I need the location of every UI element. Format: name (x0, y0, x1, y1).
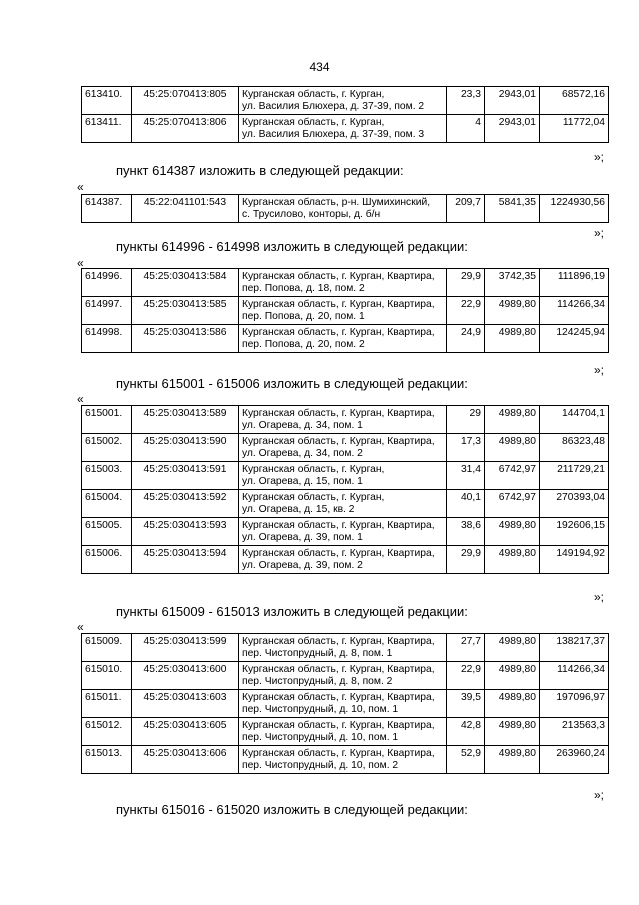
amendment-instruction: пункты 615001 - 615006 изложить в следующей редакции: (116, 376, 468, 391)
table-row (82, 87, 609, 115)
registry-table (81, 405, 609, 574)
cadastral-number: 45:25:030413:600 (132, 662, 239, 690)
table-row (82, 195, 609, 223)
total-value: 124245,94 (540, 325, 609, 353)
cadastral-number: 45:25:070413:806 (132, 115, 239, 143)
amendment-instruction: пункты 615009 - 615013 изложить в следующей редакции: (116, 604, 468, 619)
address: Курганская область, г. Курган, ул. Огарева, д. 15, пом. 1 (239, 462, 447, 490)
cadastral-number: 45:25:030413:592 (132, 490, 239, 518)
address: Курганская область, г. Курган, Квартира, пер. Чистопрудный, д. 10, пом. 2 (239, 746, 447, 774)
area: 39,5 (447, 690, 485, 718)
cadastral-number: 45:22:041101:543 (132, 195, 239, 223)
table-row (82, 115, 609, 143)
area: 29,9 (447, 269, 485, 297)
area: 24,9 (447, 325, 485, 353)
area: 209,7 (447, 195, 485, 223)
unit-price: 3742,35 (485, 269, 540, 297)
address: Курганская область, г. Курган, ул. Огарева, д. 15, кв. 2 (239, 490, 447, 518)
row-number: 615013. (82, 746, 132, 774)
address: Курганская область, г. Курган, ул. Василия Блюхера, д. 37-39, пом. 3 (239, 115, 447, 143)
row-number: 614998. (82, 325, 132, 353)
unit-price: 4989,80 (485, 325, 540, 353)
row-number: 615004. (82, 490, 132, 518)
address: Курганская область, г. Курган, Квартира, пер. Попова, д. 20, пом. 1 (239, 297, 447, 325)
row-number: 615001. (82, 406, 132, 434)
address: Курганская область, г. Курган, Квартира, пер. Попова, д. 20, пом. 2 (239, 325, 447, 353)
cadastral-number: 45:25:030413:585 (132, 297, 239, 325)
amendment-instruction: пункты 615016 - 615020 изложить в следующей редакции: (116, 802, 468, 817)
table-row (82, 462, 609, 490)
opening-quote: « (77, 180, 84, 194)
area: 38,6 (447, 518, 485, 546)
cadastral-number: 45:25:030413:594 (132, 546, 239, 574)
row-number: 613411. (82, 115, 132, 143)
area: 22,9 (447, 297, 485, 325)
area: 29 (447, 406, 485, 434)
table-row (82, 690, 609, 718)
area: 40,1 (447, 490, 485, 518)
address: Курганская область, г. Курган, Квартира, ул. Огарева, д. 39, пом. 1 (239, 518, 447, 546)
cadastral-number: 45:25:030413:599 (132, 634, 239, 662)
row-number: 615002. (82, 434, 132, 462)
address: Курганская область, г. Курган, Квартира, ул. Огарева, д. 39, пом. 2 (239, 546, 447, 574)
area: 42,8 (447, 718, 485, 746)
total-value: 111896,19 (540, 269, 609, 297)
cadastral-number: 45:25:070413:805 (132, 87, 239, 115)
total-value: 86323,48 (540, 434, 609, 462)
table-row (82, 662, 609, 690)
total-value: 149194,92 (540, 546, 609, 574)
address: Курганская область, г. Курган, Квартира, пер. Чистопрудный, д. 10, пом. 1 (239, 718, 447, 746)
closing-quote: »; (594, 150, 605, 164)
cadastral-number: 45:25:030413:605 (132, 718, 239, 746)
registry-table (81, 268, 609, 353)
unit-price: 6742,97 (485, 490, 540, 518)
unit-price: 5841,35 (485, 195, 540, 223)
cadastral-number: 45:25:030413:590 (132, 434, 239, 462)
total-value: 192606,15 (540, 518, 609, 546)
cadastral-number: 45:25:030413:593 (132, 518, 239, 546)
area: 52,9 (447, 746, 485, 774)
table-row (82, 546, 609, 574)
row-number: 615010. (82, 662, 132, 690)
area: 23,3 (447, 87, 485, 115)
table-row (82, 490, 609, 518)
cadastral-number: 45:25:030413:591 (132, 462, 239, 490)
table-row (82, 269, 609, 297)
total-value: 114266,34 (540, 662, 609, 690)
total-value: 11772,04 (540, 115, 609, 143)
area: 31,4 (447, 462, 485, 490)
page-number: 434 (309, 60, 330, 74)
row-number: 615011. (82, 690, 132, 718)
area: 22,9 (447, 662, 485, 690)
unit-price: 4989,80 (485, 690, 540, 718)
amendment-instruction: пункты 614996 - 614998 изложить в следующей редакции: (116, 239, 468, 254)
address: Курганская область, р-н. Шумихинский, с. Трусилово, конторы, д. б/н (239, 195, 447, 223)
area: 27,7 (447, 634, 485, 662)
opening-quote: « (77, 620, 84, 634)
address: Курганская область, г. Курган, Квартира, пер. Попова, д. 18, пом. 2 (239, 269, 447, 297)
total-value: 68572,16 (540, 87, 609, 115)
table-row (82, 325, 609, 353)
address: Курганская область, г. Курган, Квартира, пер. Чистопрудный, д. 8, пом. 1 (239, 634, 447, 662)
table-row (82, 434, 609, 462)
row-number: 615012. (82, 718, 132, 746)
total-value: 1224930,56 (540, 195, 609, 223)
row-number: 615009. (82, 634, 132, 662)
unit-price: 2943,01 (485, 87, 540, 115)
closing-quote: »; (594, 363, 605, 377)
row-number: 615003. (82, 462, 132, 490)
registry-table (81, 86, 609, 143)
closing-quote: »; (594, 590, 605, 604)
table-row (82, 518, 609, 546)
opening-quote: « (77, 392, 84, 406)
total-value: 144704,1 (540, 406, 609, 434)
total-value: 138217,37 (540, 634, 609, 662)
cadastral-number: 45:25:030413:584 (132, 269, 239, 297)
registry-table (81, 194, 609, 223)
row-number: 615005. (82, 518, 132, 546)
unit-price: 4989,80 (485, 297, 540, 325)
unit-price: 4989,80 (485, 662, 540, 690)
unit-price: 4989,80 (485, 406, 540, 434)
table-row (82, 746, 609, 774)
row-number: 615006. (82, 546, 132, 574)
row-number: 614997. (82, 297, 132, 325)
unit-price: 2943,01 (485, 115, 540, 143)
unit-price: 4989,80 (485, 434, 540, 462)
address: Курганская область, г. Курган, Квартира, пер. Чистопрудный, д. 10, пом. 1 (239, 690, 447, 718)
unit-price: 6742,97 (485, 462, 540, 490)
unit-price: 4989,80 (485, 718, 540, 746)
table-row (82, 297, 609, 325)
total-value: 263960,24 (540, 746, 609, 774)
address: Курганская область, г. Курган, Квартира, ул. Огарева, д. 34, пом. 1 (239, 406, 447, 434)
cadastral-number: 45:25:030413:603 (132, 690, 239, 718)
closing-quote: »; (594, 788, 605, 802)
cadastral-number: 45:25:030413:606 (132, 746, 239, 774)
area: 29,9 (447, 546, 485, 574)
total-value: 114266,34 (540, 297, 609, 325)
cadastral-number: 45:25:030413:589 (132, 406, 239, 434)
table-row (82, 634, 609, 662)
total-value: 197096,97 (540, 690, 609, 718)
unit-price: 4989,80 (485, 746, 540, 774)
address: Курганская область, г. Курган, Квартира, ул. Огарева, д. 34, пом. 2 (239, 434, 447, 462)
table-row (82, 718, 609, 746)
closing-quote: »; (594, 226, 605, 240)
registry-table (81, 633, 609, 774)
row-number: 613410. (82, 87, 132, 115)
row-number: 614996. (82, 269, 132, 297)
amendment-instruction: пункт 614387 изложить в следующей редакции: (116, 163, 404, 178)
total-value: 270393,04 (540, 490, 609, 518)
unit-price: 4989,80 (485, 546, 540, 574)
unit-price: 4989,80 (485, 634, 540, 662)
cadastral-number: 45:25:030413:586 (132, 325, 239, 353)
opening-quote: « (77, 256, 84, 270)
row-number: 614387. (82, 195, 132, 223)
area: 4 (447, 115, 485, 143)
total-value: 213563,3 (540, 718, 609, 746)
unit-price: 4989,80 (485, 518, 540, 546)
address: Курганская область, г. Курган, Квартира, пер. Чистопрудный, д. 8, пом. 2 (239, 662, 447, 690)
total-value: 211729,21 (540, 462, 609, 490)
table-row (82, 406, 609, 434)
address: Курганская область, г. Курган, ул. Василия Блюхера, д. 37-39, пом. 2 (239, 87, 447, 115)
area: 17,3 (447, 434, 485, 462)
